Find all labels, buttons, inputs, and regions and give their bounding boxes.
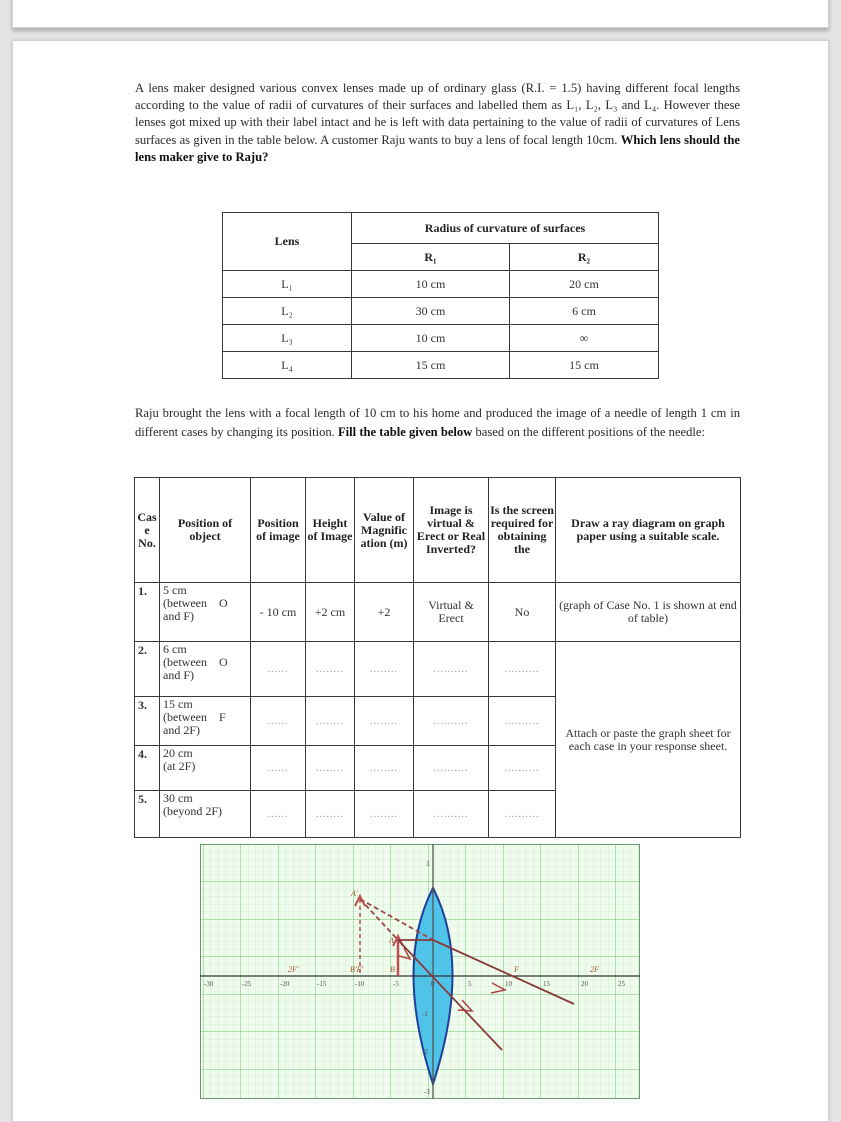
case-number: 1. <box>135 583 160 642</box>
object-position <box>160 746 251 791</box>
header-lens: Lens <box>223 213 352 271</box>
object-range: (between O <box>163 596 228 610</box>
svg-text:-25: -25 <box>242 980 252 988</box>
object-distance: 15 cm <box>163 697 193 711</box>
case-number: 5. <box>135 791 160 838</box>
header-position-image: Position of image <box>251 478 306 583</box>
svg-text:-15: -15 <box>317 980 327 988</box>
magnification-blank[interactable]: ........ <box>355 746 414 791</box>
label-a-prime: A' <box>351 889 358 898</box>
draw-note: (graph of Case No. 1 is shown at end of table) <box>556 583 741 642</box>
table-row <box>223 352 659 379</box>
image-position-blank[interactable]: ...... <box>251 642 306 697</box>
table-row <box>135 642 741 697</box>
r2-value: 20 cm <box>510 271 659 298</box>
object-distance: 5 cm <box>163 583 187 597</box>
ray-diagram-graph <box>200 844 640 1099</box>
question-paragraph <box>135 80 740 166</box>
screen-required-blank[interactable]: .......... <box>489 642 556 697</box>
header-r2: R₂ <box>510 244 659 271</box>
draw-instruction: Attach or paste the graph sheet for each case in your response sheet. <box>556 642 741 838</box>
svg-text:-30: -30 <box>204 980 214 988</box>
previous-page-card <box>12 0 829 28</box>
r1-value: 10 cm <box>352 325 510 352</box>
table-row <box>135 583 741 642</box>
r2-value: 6 cm <box>510 298 659 325</box>
table-row <box>223 298 659 325</box>
svg-text:-3: -3 <box>424 1088 430 1096</box>
instruction-text: Raju brought the lens with a focal length of 10 cm to his home and produced the image of a needle of length 1 cm in different cases by changing its position. <box>135 406 740 439</box>
header-draw: Draw a ray diagram on graph paper using a suitable scale. <box>556 478 741 583</box>
header-radius: Radius of curvature of surfaces <box>352 213 659 244</box>
image-nature: Virtual & Erect <box>414 583 489 642</box>
screen-required-blank[interactable]: .......... <box>489 746 556 791</box>
r1-value: 15 cm <box>352 352 510 379</box>
svg-text:5: 5 <box>468 980 472 988</box>
object-distance: 20 cm <box>163 746 193 760</box>
magnification-blank[interactable]: ........ <box>355 791 414 838</box>
instruction-paragraph <box>135 404 740 442</box>
header-r1: R₁ <box>352 244 510 271</box>
object-range: (beyond 2F) <box>163 804 222 818</box>
label-2f-right: 2F <box>590 965 599 974</box>
lens-label: L₁ <box>223 271 352 298</box>
lens-label: L₄ <box>223 352 352 379</box>
image-height-blank[interactable]: ........ <box>306 642 355 697</box>
object-range: (at 2F) <box>163 759 196 773</box>
svg-text:20: 20 <box>581 980 588 988</box>
image-height-blank[interactable]: ........ <box>306 697 355 746</box>
r1-value: 10 cm <box>352 271 510 298</box>
image-position-blank[interactable]: ...... <box>251 791 306 838</box>
image-position: - 10 cm <box>251 583 306 642</box>
image-nature-blank[interactable]: .......... <box>414 746 489 791</box>
table-row <box>223 325 659 352</box>
svg-text:0: 0 <box>431 980 435 988</box>
svg-text:-10: -10 <box>355 980 365 988</box>
image-nature-blank[interactable]: .......... <box>414 791 489 838</box>
image-position-blank[interactable]: ...... <box>251 746 306 791</box>
r2-value: ∞ <box>510 325 659 352</box>
lens-label: L₂ <box>223 298 352 325</box>
svg-text:-20: -20 <box>280 980 290 988</box>
object-range-end: and F) <box>163 609 194 623</box>
screen-required: No <box>489 583 556 642</box>
object-position <box>160 697 251 746</box>
case-number: 2. <box>135 642 160 697</box>
label-a: A <box>389 936 394 945</box>
object-distance: 30 cm <box>163 791 193 805</box>
label-b: B <box>390 965 395 974</box>
lens-radius-table <box>222 212 659 379</box>
lens-label: L₃ <box>223 325 352 352</box>
header-nature: Image is virtual & Erect or Real Inverted? <box>414 478 489 583</box>
object-range-end: and F) <box>163 668 194 682</box>
question-bold-text: Which lens should the lens maker give to Raju? <box>135 132 740 164</box>
object-range: (between F <box>163 710 226 724</box>
svg-text:-5: -5 <box>393 980 399 988</box>
image-formation-table <box>134 477 741 838</box>
r2-value: 15 cm <box>510 352 659 379</box>
object-position <box>160 583 251 642</box>
header-magnification: Value of Magnific ation (m) <box>355 478 414 583</box>
r1-value: 30 cm <box>352 298 510 325</box>
case-number: 4. <box>135 746 160 791</box>
image-nature-blank[interactable]: .......... <box>414 697 489 746</box>
label-2f-left: 2F' <box>288 965 299 974</box>
label-b-prime-f: B'F' <box>350 965 364 974</box>
screen-required-blank[interactable]: .......... <box>489 791 556 838</box>
label-f: F <box>514 965 519 974</box>
object-range-end: and 2F) <box>163 723 200 737</box>
header-height-image: Height of Image <box>306 478 355 583</box>
screen-required-blank[interactable]: .......... <box>489 697 556 746</box>
magnification-blank[interactable]: ........ <box>355 642 414 697</box>
image-nature-blank[interactable]: .......... <box>414 642 489 697</box>
svg-text:3: 3 <box>426 860 430 868</box>
magnification: +2 <box>355 583 414 642</box>
object-position <box>160 642 251 697</box>
image-height-blank[interactable]: ........ <box>306 746 355 791</box>
svg-text:-1: -1 <box>422 1010 428 1018</box>
object-range: (between O <box>163 655 228 669</box>
image-height: +2 cm <box>306 583 355 642</box>
object-distance: 6 cm <box>163 642 187 656</box>
instruction-bold: Fill the table given below <box>337 425 473 439</box>
header-position-object: Position of object <box>160 478 251 583</box>
svg-text:15: 15 <box>543 980 550 988</box>
header-screen: Is the screen required for obtaining the <box>489 478 556 583</box>
image-position-blank[interactable]: ...... <box>251 697 306 746</box>
image-height-blank[interactable]: ........ <box>306 791 355 838</box>
svg-text:25: 25 <box>618 980 625 988</box>
magnification-blank[interactable]: ........ <box>355 697 414 746</box>
svg-text:10: 10 <box>505 980 512 988</box>
svg-text:-2: -2 <box>422 1048 428 1056</box>
instruction-tail: based on the different positions of the needle: <box>475 425 706 439</box>
object-position <box>160 791 251 838</box>
table-row <box>223 271 659 298</box>
header-case-no: Cas e No. <box>135 478 160 583</box>
case-number: 3. <box>135 697 160 746</box>
question-text: A lens maker designed various convex lenses made up of ordinary glass (R.I. = 1.5) having different focal lengths according to the value of radii of curvatures of their surfaces and labelled them as L₁, L₂, L₃ and L₄. However these lenses got mixed up with their label intact and he is left with data pertaining to the value of radii of curvatures of Lens surfaces as given in the table below. A customer Raju wants to buy a lens of focal length 10cm. <box>135 81 740 147</box>
